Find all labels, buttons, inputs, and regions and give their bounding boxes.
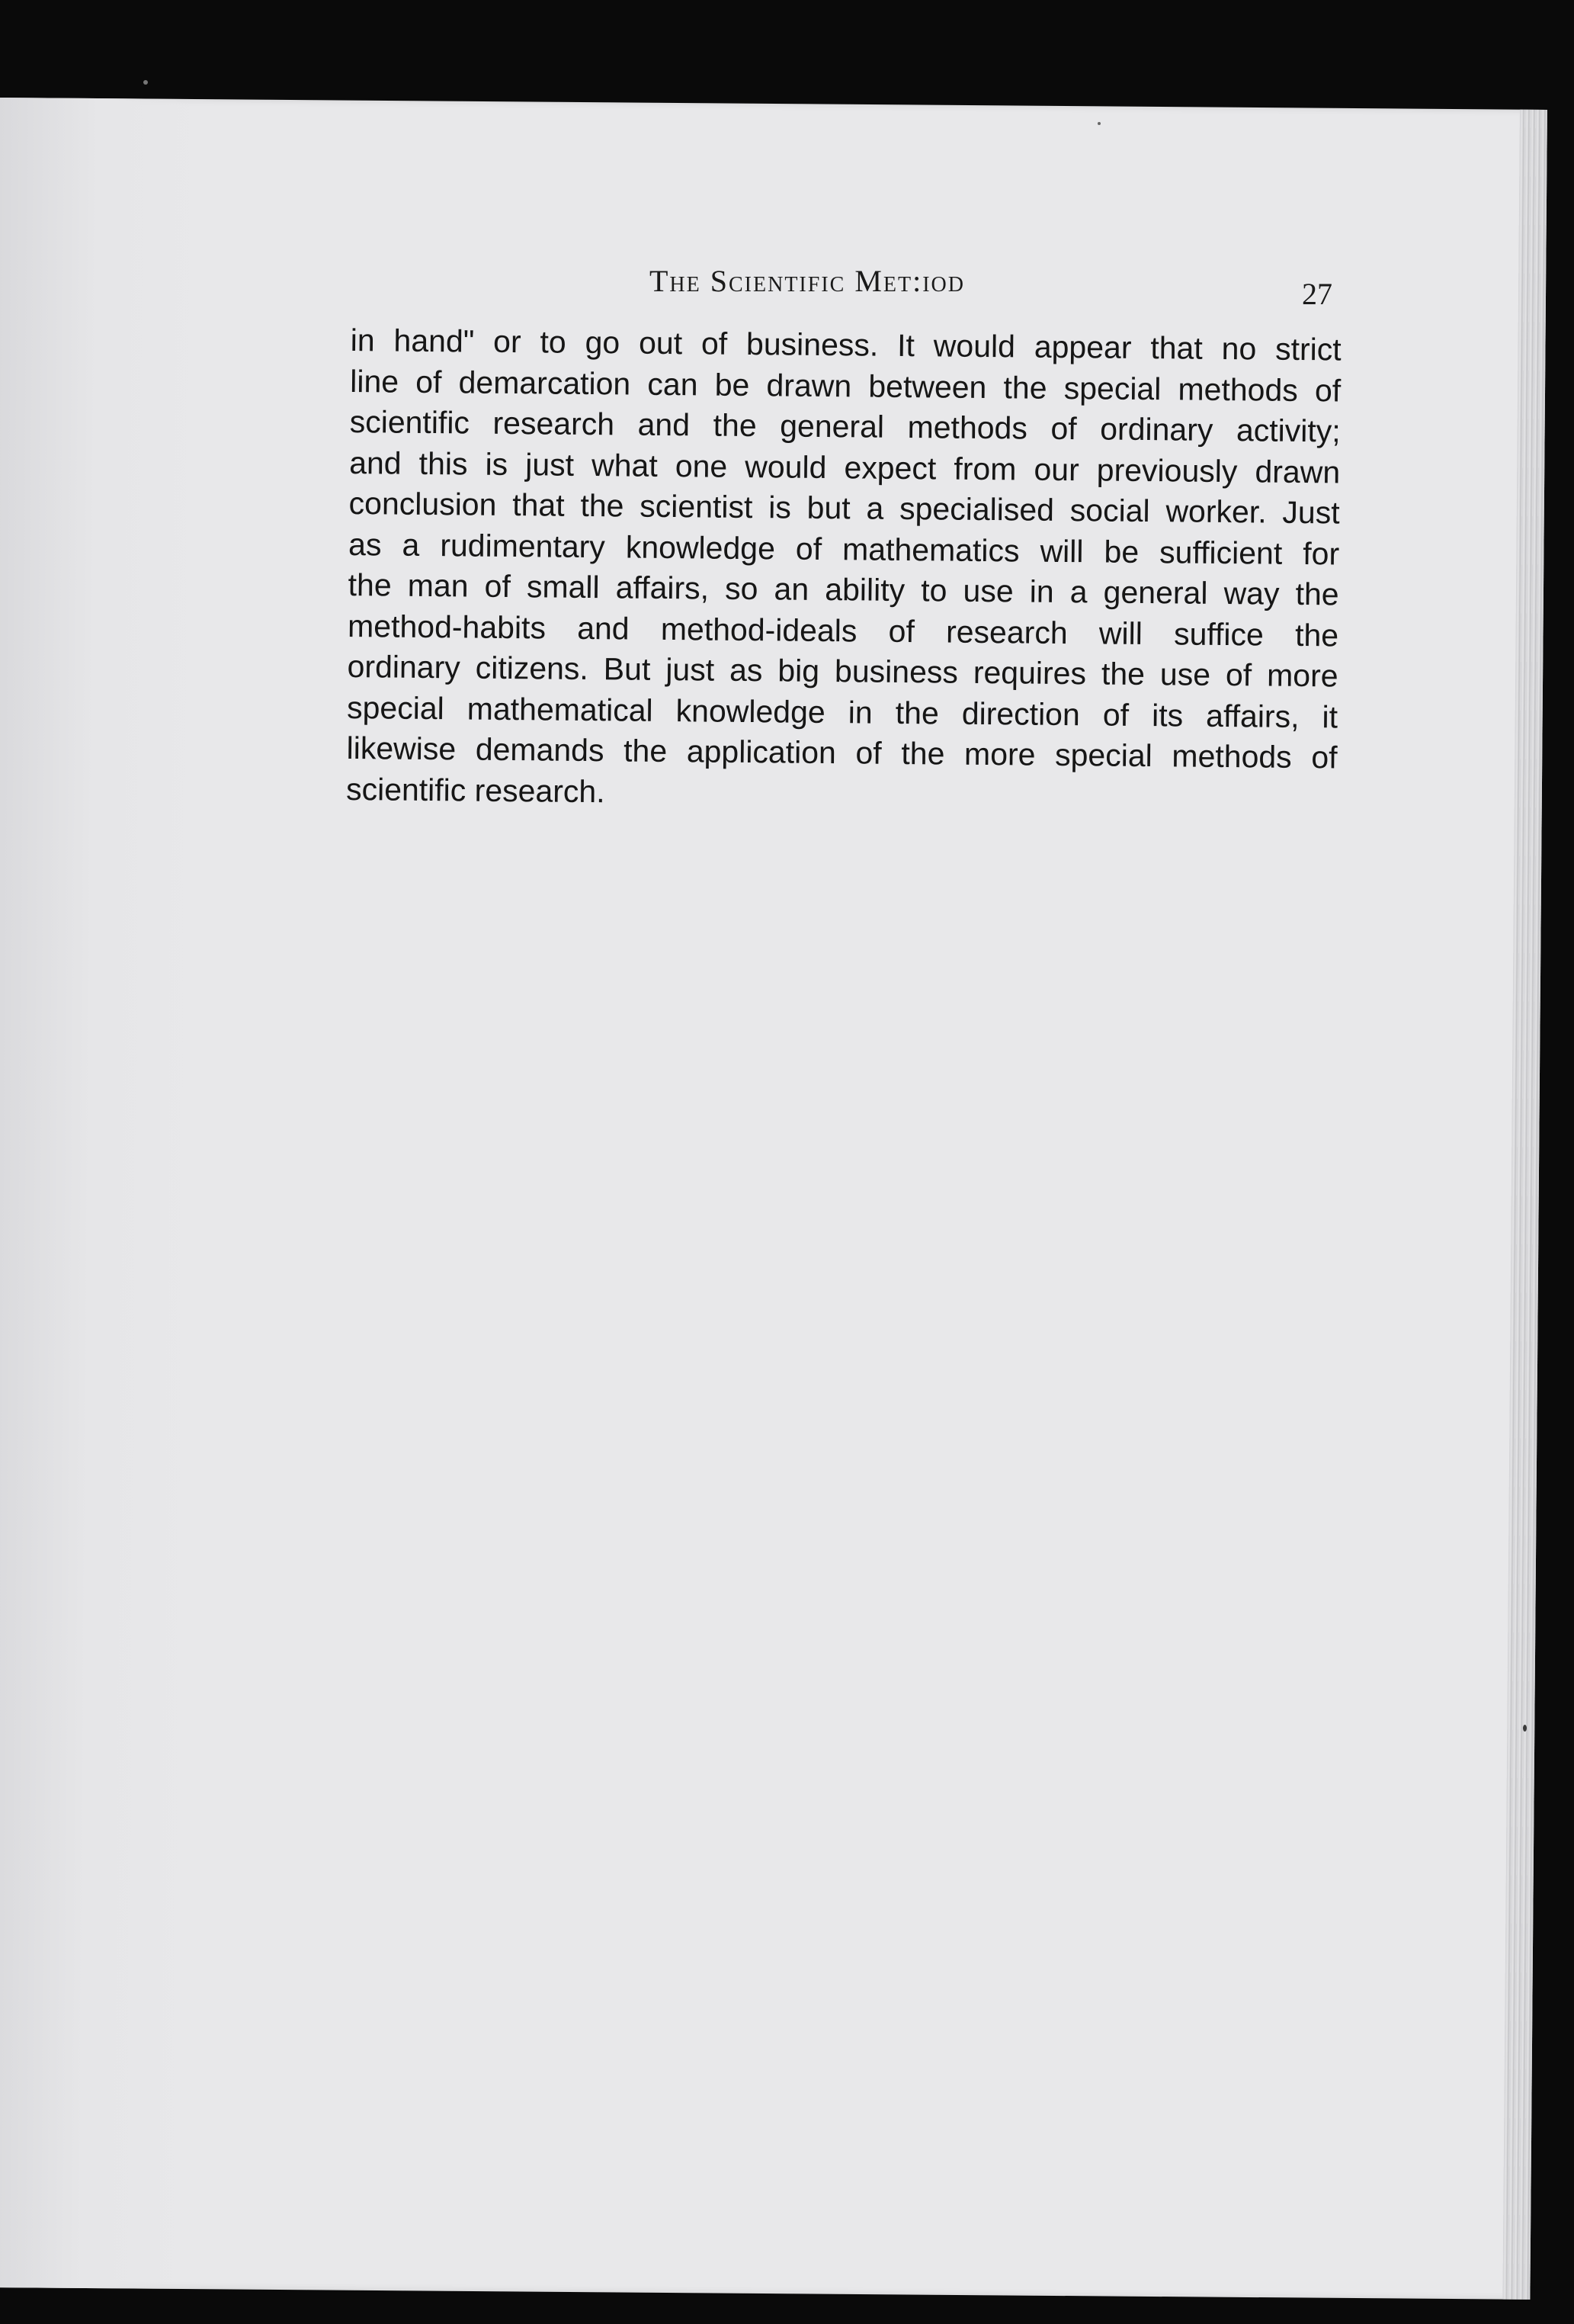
page-number: 27 [1302,277,1332,311]
text-line: as a rudimentary knowledge of mathematics will be sufficient for [348,526,1340,571]
text-line: likewise demands the application of the more special methods of [346,730,1338,775]
text-line: and this is just what one would expect from our previously drawn [348,445,1341,490]
gutter-shadow [0,98,221,2289]
text-line: the man of small affairs, so an ability to use in a general way the [348,567,1339,612]
text-line: method-habits and method-ideals of research will suffice the [347,608,1339,653]
running-head: The Scientific Met:iod [649,264,965,298]
body-paragraph [346,320,1342,819]
text-line: special mathematical knowledge in the direction of its affairs, it [346,689,1338,734]
text-line: scientific research. [345,771,605,809]
text-line: in hand" or to go out of business. It would appear that no strict [350,322,1342,368]
text-line: ordinary citizens. But just as big business requires the use of more [347,648,1338,694]
text-line: line of demarcation can be drawn between the special methods of [350,363,1342,408]
scan-speck [1523,1725,1527,1732]
text-line: scientific research and the general methods of ordinary activity; [349,403,1341,449]
scan-speck [1098,122,1101,125]
scan-speck [143,80,148,85]
text-line: conclusion that the scientist is but a specialised social worker. Just [348,485,1340,531]
